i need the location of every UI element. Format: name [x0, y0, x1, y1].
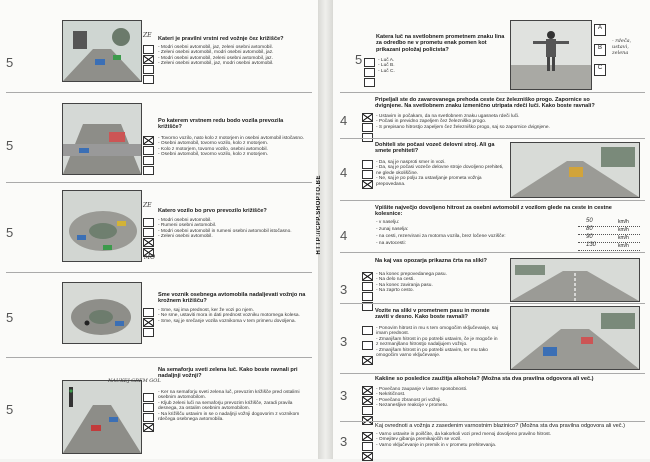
answer-option: - Na delo na cesti. — [376, 277, 415, 283]
answer-checkboxes — [143, 45, 154, 85]
answer-checkboxes — [362, 326, 373, 366]
answer-checkbox-checked[interactable] — [362, 452, 373, 461]
answer-checkbox[interactable] — [143, 166, 154, 175]
answer-checkbox[interactable] — [143, 65, 154, 74]
answer-checkbox[interactable] — [143, 75, 154, 84]
answer-checkbox[interactable] — [362, 282, 373, 291]
question-text: Kaj ovrednoti a vožnja z zasedenim varnostnim blazinico? (Možna sta dva pravilna odgovora ali več.) — [375, 423, 625, 429]
question-text: Vpišite največjo dovoljeno hitrost za osebni avtomobil z vozilom glede na ceste in cestne kolesnice: — [375, 205, 612, 218]
answer-option: - Na konec prepovedanega pasu. — [376, 272, 447, 277]
answer-option: - Varno ustavite in poiščite, da kakorkoli vozi pred menoj dovoljeno pravilno hitrost. — [376, 432, 552, 437]
question-points: 3 — [340, 388, 348, 403]
answer-list — [378, 58, 498, 74]
answer-checkboxes — [143, 308, 154, 338]
answer-option: - Zeleni osebni avtomobil, modri osebni avtomobil, jaz. — [158, 50, 274, 56]
divider — [6, 357, 312, 358]
answer-option: - v naselju: — [376, 220, 400, 225]
answer-checkboxes — [362, 272, 373, 312]
question-image — [62, 190, 142, 262]
answer-option: - Ne sme, ustaviti mora in dati prednost vozniku motornega kolesa. — [158, 313, 300, 319]
answer-checkbox[interactable] — [143, 146, 154, 155]
answer-checkboxes — [362, 386, 373, 426]
speed-value: 130 — [586, 242, 597, 248]
answer-option: - Modri osebni avtomobil, jaz, zeleni osebni avtomobil. — [158, 45, 273, 50]
answer-option: - Na konec zaviranja pasu. — [376, 282, 433, 288]
answer-checkbox[interactable] — [364, 68, 375, 77]
answer-option: - Kljub zeleni luči na semaforju prevozim križišče, zaradi pravila desnega, za ostalim osebnim avtomobilom. — [158, 400, 293, 412]
answer-checkbox-checked[interactable] — [362, 386, 373, 395]
question-points: 4 — [340, 113, 348, 128]
gutter-url: HTTP://CPP.SHOPTO.BE — [316, 175, 322, 255]
answer-option: - Da, saj je počasi vozeče delovne stroje dovoljeno prehiteti, ne glede okoliščine. — [376, 165, 504, 176]
speed-value: 90 — [586, 234, 593, 240]
question-text: Pripeljali ste do zavarovanega prehoda ceste čez železniško progo. Zapornice so dvignjene. Na svetlobnem znaku izmenično utripata rdeči luči. Kako boste ravnali? — [375, 97, 595, 110]
answer-checkbox[interactable] — [143, 228, 154, 237]
answer-option: - Zeleni osebni avtomobil, jaz, modri osebni avtomobil. — [158, 61, 274, 67]
answer-checkboxes — [362, 160, 373, 190]
question-points: 3 — [340, 282, 348, 297]
answer-option: - Povečano zbranost pri vožnji. — [376, 397, 442, 403]
question-points: 4 — [340, 228, 348, 243]
answer-list — [158, 136, 308, 158]
answer-checkboxes — [362, 432, 373, 462]
answer-checkbox[interactable] — [362, 292, 373, 301]
signal-label-c: C — [594, 64, 606, 76]
divider — [6, 92, 312, 93]
question-text: Katero vozilo bo prvo prevozilo križišče? — [158, 208, 267, 214]
answer-option: - Luč A. — [378, 58, 395, 63]
divider — [6, 182, 312, 183]
answer-list — [376, 326, 501, 358]
answer-checkbox[interactable] — [143, 413, 154, 422]
question-points: 5 — [6, 402, 14, 417]
answer-checkbox[interactable] — [362, 123, 373, 132]
answer-option: - Osebni avtomobil, tovorno vozilo, kolo z motorjem. — [158, 141, 269, 147]
answer-option: - Modri osebni avtomobil. — [158, 218, 212, 223]
answer-option: - Varno vključevanje in premik in v prometu prehitevanja. — [376, 442, 497, 448]
question-points: 5 — [355, 52, 363, 67]
answer-option: - Luč C. — [378, 68, 395, 74]
handwritten-note: ZE — [143, 32, 152, 39]
answer-option: - na cesti, rezervirani za motorna vozila, brez ločene vozišče: — [376, 234, 506, 239]
answer-checkbox-checked[interactable] — [362, 356, 373, 365]
answer-list — [376, 387, 576, 409]
answer-checkbox-checked[interactable] — [362, 272, 373, 281]
question-image — [510, 142, 640, 198]
answer-option: - Nekritičnost. — [376, 392, 406, 398]
answer-checkbox-checked[interactable] — [362, 432, 373, 441]
answer-option: - Rumeni osebni avtomobil. — [158, 223, 217, 229]
signal-label-a: A — [594, 24, 606, 36]
answer-checkbox-checked[interactable] — [143, 318, 154, 327]
answer-option: - Da, saj je nasproti smer in vozi. — [376, 160, 446, 165]
answer-option: - Ker na semaforju sveti zelena luč, prevozim križišče pred ostalimi osebnim avtomobilom. — [158, 390, 300, 401]
answer-option: - S prepisano hitrostjo zapeljem čez železniško progo, saj so zapornice dvignjene. — [376, 124, 550, 130]
question-text: Kateri je pravilni vrstni red vožnje čez križišče? — [158, 36, 284, 42]
answer-checkbox-checked[interactable] — [143, 55, 154, 64]
answer-option: - zunaj naselja: — [376, 227, 409, 232]
answer-option: - Osebni avtomobil, tovorno vozilo, kolo z motorjem. — [158, 152, 269, 158]
question-image — [62, 282, 142, 344]
answer-checkbox-checked[interactable] — [362, 180, 373, 189]
answer-list — [376, 160, 504, 187]
answer-checkbox[interactable] — [362, 170, 373, 179]
answer-checkbox[interactable] — [143, 403, 154, 412]
answer-option: - Na križišču ustavim in se o nadaljnji vožnji dogovorim z voznikom rdečega osebnega avtomobila. — [158, 411, 300, 423]
answer-checkbox[interactable] — [362, 341, 373, 350]
answer-option: - Ne, saj je po polju za ustavljanje prometa vožnja prepovedana. — [376, 176, 482, 187]
answer-checkbox[interactable] — [143, 308, 154, 317]
answer-option: - Omejitev gibanja premikajočih se vozil. — [376, 437, 462, 443]
answer-option: - Sme, saj ima prednost, ker že vozi po njem. — [158, 308, 254, 313]
question-image — [510, 258, 640, 302]
answer-checkbox-checked[interactable] — [362, 396, 373, 405]
speed-unit: km/h — [618, 243, 629, 249]
question-image — [62, 380, 142, 454]
answer-checkbox[interactable] — [364, 58, 375, 67]
answer-option: - Modri osebni avtomobil in rumeni osebni avtomobil istočasno. — [158, 228, 292, 234]
question-text: Na kaj vas opozarja prikazna črta na sliki? — [375, 258, 487, 264]
answer-option: - Počasi in previdno zapeljem čez železniško progo. — [376, 119, 487, 125]
answer-option: - Zmanjšam hitrost in po potrebi ustavim, ter mu tako omogočim varno vključevanje. — [376, 347, 488, 359]
answer-list — [158, 308, 303, 324]
answer-checkbox[interactable] — [362, 406, 373, 415]
answer-list — [376, 432, 641, 448]
handwritten-note: NAUKEJ GREM GOL — [108, 378, 161, 384]
answer-option: - Na zaprto cesto. — [376, 288, 414, 294]
answer-checkbox-checked[interactable] — [143, 423, 154, 432]
answer-option: - Zmanjšam hitrost in po potrebi ustavim, če je mogoče in z nezmanjšano hitrostjo nadaljujem vožnjo. — [376, 336, 498, 348]
divider — [340, 303, 645, 304]
answer-checkbox[interactable] — [143, 328, 154, 337]
answer-checkboxes — [143, 218, 154, 258]
question-points: 3 — [340, 334, 348, 349]
answer-option: - Povečano zaupanje v lastne sposobnosti. — [376, 387, 468, 392]
answer-list — [376, 220, 576, 248]
answer-checkbox-checked[interactable] — [362, 113, 373, 122]
answer-option: - Ustavim in počakam, da na svetlobnem znaku ugasneta rdeči luči. — [376, 114, 520, 119]
answer-option: - Ponovim hitrost in mu s tem omogočim vključevanje, saj imam prednost. — [376, 326, 498, 337]
divider — [340, 92, 645, 93]
answer-checkbox[interactable] — [143, 218, 154, 227]
answer-list — [158, 218, 303, 240]
answer-checkbox[interactable] — [143, 156, 154, 165]
answer-checkbox[interactable] — [362, 326, 373, 335]
question-text: Katera luč na svetlobnem prometnem znaku lina za odredbo ne v prometu enak pomen kot prikazani položaj policista? — [376, 34, 505, 53]
answer-checkbox[interactable] — [364, 78, 375, 87]
answer-option: - Tovorno vozilo, nato kolo z motorjem in osebni avtomobil istočasno. — [158, 136, 305, 141]
speed-entries — [578, 219, 640, 251]
answer-checkboxes — [364, 58, 375, 88]
answer-checkbox[interactable] — [362, 442, 373, 451]
divider — [340, 138, 645, 139]
divider — [340, 200, 645, 201]
question-points: 5 — [6, 225, 14, 240]
answer-option: - Nezanesljive reakcije v prometu. — [376, 403, 448, 409]
question-text: Dohiteli ste počasi vozeč delovni stroj. Ali ga smete prehiteti? — [375, 142, 495, 155]
answer-list — [158, 390, 308, 422]
answer-option: - na avtocesti: — [376, 241, 406, 246]
answer-checkboxes — [143, 393, 154, 433]
question-points: 4 — [340, 165, 348, 180]
question-text: Sme voznik osebnega avtomobila nadaljevati vožnjo na krožnem križišču? — [158, 292, 306, 305]
answer-checkbox[interactable] — [362, 160, 373, 169]
answer-checkbox[interactable] — [143, 393, 154, 402]
question-text: Po katerem vrstnem redu bodo vozila prevozila križišče? — [158, 118, 284, 131]
answer-checkbox-checked[interactable] — [143, 238, 154, 247]
answer-checkbox[interactable] — [143, 45, 154, 54]
speed-unit: km/h — [618, 227, 629, 233]
answer-checkboxes — [143, 136, 154, 176]
speed-field[interactable] — [578, 243, 640, 251]
question-points: 5 — [6, 310, 14, 325]
question-points: 3 — [340, 434, 348, 449]
answer-checkbox-checked[interactable] — [143, 136, 154, 145]
question-image — [510, 20, 592, 90]
handwritten-note: MO — [144, 254, 156, 261]
speed-value: 80 — [586, 226, 593, 232]
answer-option: - Kolo z motorjem, tovorno vozilo, osebni avtomobil. — [158, 146, 268, 152]
divider — [340, 373, 645, 374]
question-text: Na semaforju sveti zelena luč. Kako boste ravnali pri nadaljnji vožnji? — [158, 367, 298, 380]
answer-list — [376, 114, 616, 130]
answer-list — [376, 272, 501, 294]
question-points: 5 — [6, 55, 14, 70]
answer-option: - Luč B. — [378, 63, 395, 69]
speed-unit: km/h — [618, 219, 629, 225]
divider — [6, 272, 312, 273]
signal-label-b: B — [594, 44, 606, 56]
answer-option: - Sme, saj je srečanje vozila voznikoma v tem primeru dovoljena. — [158, 318, 296, 324]
handwritten-note: - rdeča, ustavi, zelena — [612, 38, 632, 56]
answer-option: - Modri osebni avtomobil, zeleni osebni avtomobil, jaz. — [158, 55, 273, 61]
question-image — [62, 103, 142, 175]
divider — [340, 421, 645, 422]
handwritten-note: ZE — [143, 202, 152, 209]
answer-option: - Zeleni osebni avtomobil. — [158, 234, 213, 240]
question-text: Vozite na sliki v prometnem pasu in morate zaviti v desno. Kako boste ravnali? — [375, 308, 490, 321]
speed-unit: km/h — [618, 235, 629, 241]
question-points: 5 — [6, 138, 14, 153]
question-image — [510, 306, 640, 370]
answer-list — [158, 45, 316, 67]
signal-labels — [594, 24, 606, 77]
question-image — [62, 20, 142, 82]
speed-value: 50 — [586, 218, 593, 224]
divider — [340, 252, 645, 253]
question-text: Kakšne so posledice zaužitja alkohola? (Možna sta dva pravilna odgovora ali več.) — [375, 376, 594, 382]
